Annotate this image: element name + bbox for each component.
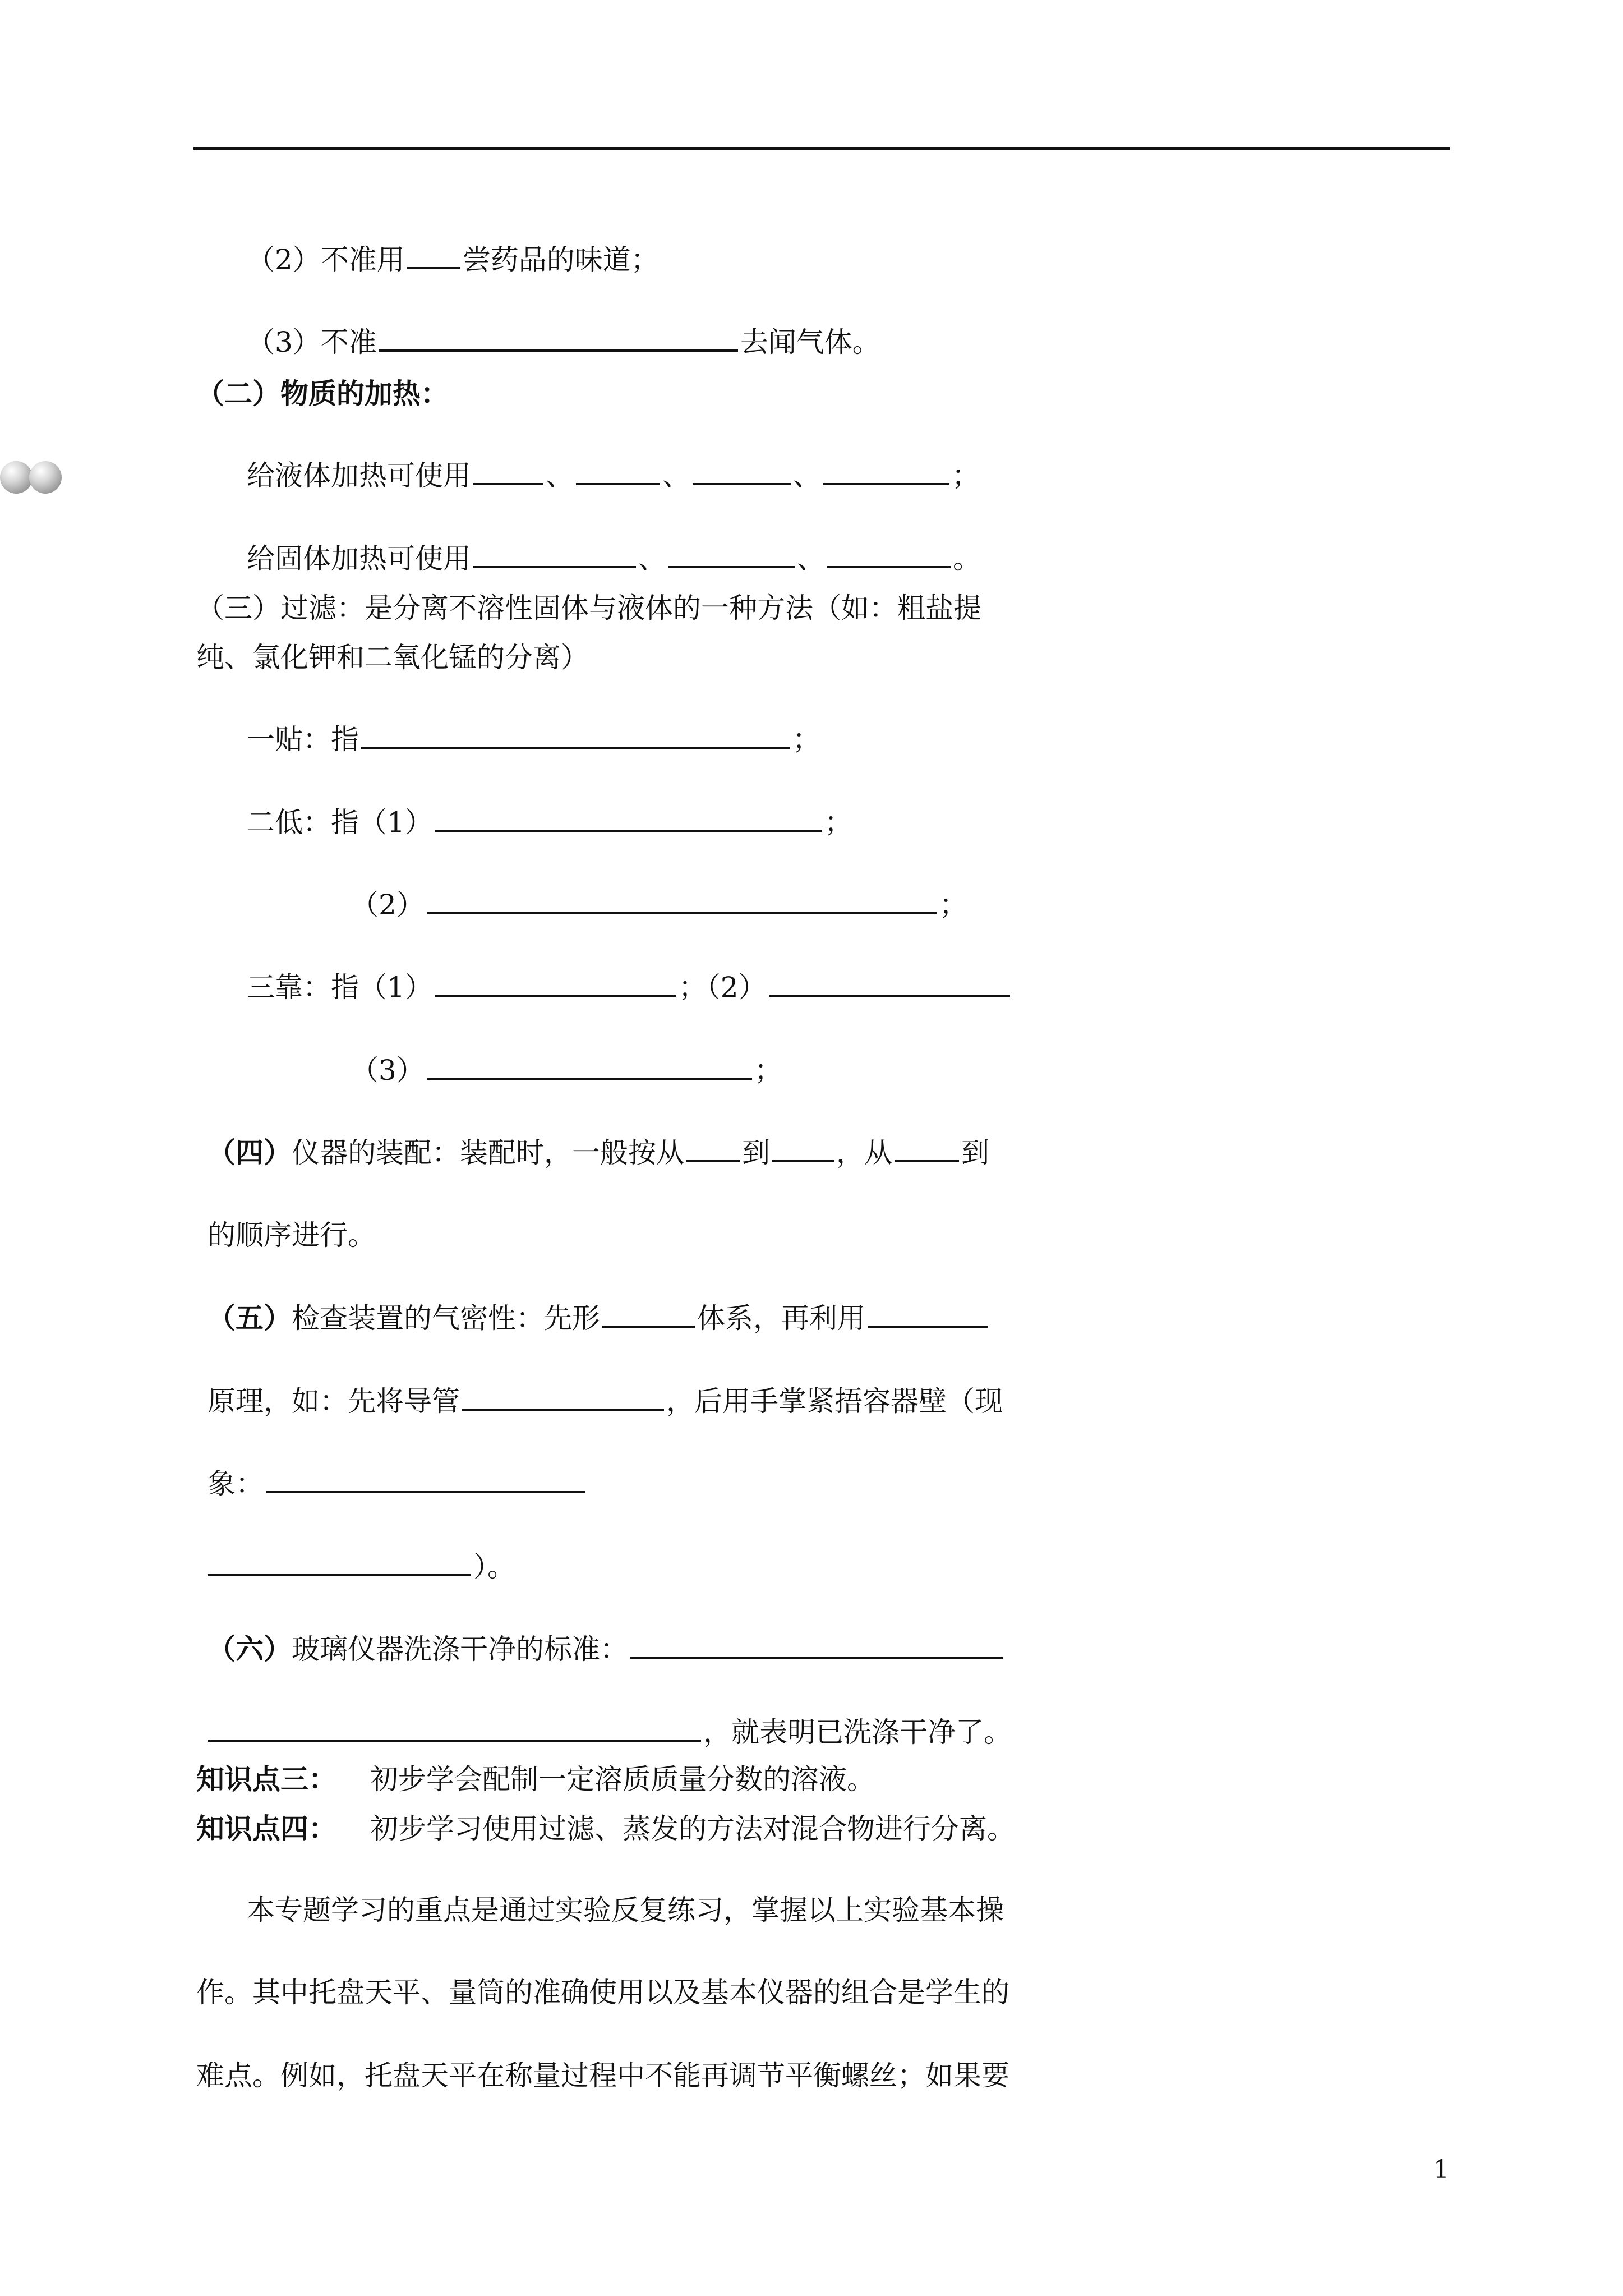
- line-three-lean-3: （3） ；: [351, 1052, 782, 1088]
- fill-blank[interactable]: [602, 1300, 695, 1328]
- fill-blank[interactable]: [868, 1300, 988, 1328]
- line-three-lean-1: 三靠：指（1） ；（2）: [247, 969, 1012, 1005]
- fill-blank[interactable]: [473, 457, 543, 485]
- line-airtightness: （五）检查装置的气密性：先形 体系，再利用: [208, 1300, 990, 1336]
- line-solid-heating: 给固体加热可使用 、 、 。: [247, 540, 981, 576]
- fill-blank[interactable]: [668, 540, 795, 568]
- fill-blank[interactable]: [772, 1134, 834, 1162]
- knowledge-point-three: 知识点三： 初步学会配制一定溶质质量分数的溶液。: [196, 1763, 875, 1796]
- section-heading-heating: （二）物质的加热：: [196, 377, 449, 410]
- paragraph-line-3: 难点。例如，托盘天平在称量过程中不能再调节平衡螺丝；如果要: [196, 2059, 1009, 2092]
- fill-blank[interactable]: [361, 721, 790, 749]
- line-glass-clean-cont: ，就表明已洗涤干净了。: [208, 1714, 1012, 1750]
- line-filtration-intro-cont: 纯、氯化钾和二氧化锰的分离）: [196, 641, 589, 674]
- fill-blank[interactable]: [576, 457, 660, 485]
- double-sphere-icon: [0, 461, 67, 495]
- line-filtration-intro: （三）过滤：是分离不溶性固体与液体的一种方法（如：粗盐提: [196, 592, 981, 624]
- header-rule: [193, 147, 1450, 150]
- fill-blank[interactable]: [435, 804, 822, 832]
- fill-blank[interactable]: [462, 1383, 664, 1411]
- line-assembly: （四）仪器的装配：装配时，一般按从 到 ，从 到: [208, 1134, 989, 1170]
- fill-blank[interactable]: [435, 969, 676, 997]
- line-two-low-1: 二低：指（1） ；: [247, 804, 852, 840]
- fill-blank[interactable]: [686, 1134, 740, 1162]
- paragraph-line-1: 本专题学习的重点是通过实验反复练习，掌握以上实验基本操: [247, 1894, 1004, 1926]
- fill-blank[interactable]: [407, 241, 460, 269]
- fill-blank[interactable]: [266, 1465, 585, 1493]
- line-no-taste: （2）不准用 尝药品的味道；: [247, 241, 659, 277]
- line-phenomenon: 象：: [208, 1465, 588, 1501]
- fill-blank[interactable]: [427, 886, 937, 914]
- fill-blank[interactable]: [823, 457, 949, 485]
- paragraph-line-2: 作。其中托盘天平、量筒的准确使用以及基本仪器的组合是学生的: [196, 1976, 1009, 2009]
- fill-blank[interactable]: [379, 324, 738, 352]
- line-glass-clean: （六）玻璃仪器洗涤干净的标准：: [208, 1631, 1006, 1667]
- line-one-stick: 一贴：指 ；: [247, 721, 820, 757]
- fill-blank[interactable]: [895, 1134, 959, 1162]
- line-airtightness-principle: 原理，如：先将导管 ，后用手掌紧捂容器壁（现: [208, 1383, 1003, 1419]
- fill-blank[interactable]: [208, 1714, 701, 1742]
- line-liquid-heating: 给液体加热可使用 、 、 、 ；: [247, 457, 980, 493]
- line-two-low-2: （2） ；: [351, 886, 967, 922]
- knowledge-point-four: 知识点四： 初步学习使用过滤、蒸发的方法对混合物进行分离。: [196, 1812, 1015, 1845]
- line-assembly-cont: 的顺序进行。: [208, 1219, 376, 1251]
- fill-blank[interactable]: [769, 969, 1010, 997]
- fill-blank[interactable]: [473, 540, 636, 568]
- fill-blank[interactable]: [693, 457, 791, 485]
- fill-blank[interactable]: [630, 1631, 1003, 1659]
- fill-blank[interactable]: [427, 1052, 752, 1080]
- fill-blank[interactable]: [827, 540, 951, 568]
- line-phenomenon-cont: ）。: [208, 1548, 515, 1584]
- fill-blank[interactable]: [208, 1548, 471, 1576]
- line-no-smell: （3）不准 去闻气体。: [247, 324, 880, 360]
- page-number: 1: [1433, 2155, 1449, 2184]
